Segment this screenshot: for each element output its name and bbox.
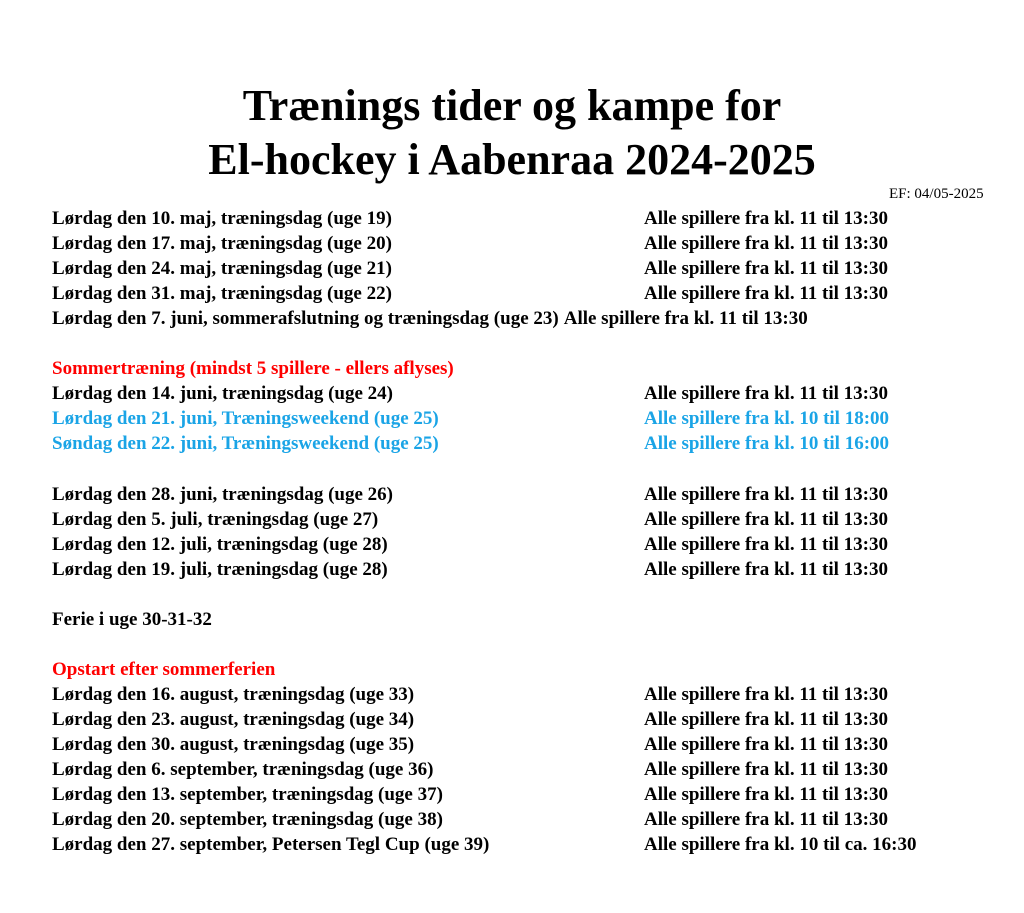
page-title-line-1: Trænings tider og kampe for	[242, 81, 782, 130]
schedule-date: Lørdag den 19. juli, træningsdag (uge 28)	[52, 559, 388, 580]
schedule-row	[52, 707, 888, 732]
schedule-row	[52, 281, 888, 306]
schedule-time: Alle spillere fra kl. 11 til 13:30	[644, 559, 888, 580]
schedule-date: Lørdag den 10. maj, træningsdag (uge 19)	[52, 208, 392, 229]
schedule-date: Lørdag den 14. juni, træningsdag (uge 24)	[52, 383, 393, 404]
schedule-row	[52, 306, 808, 331]
section-heading-restart: Opstart efter sommerferien	[52, 659, 276, 680]
schedule-row	[52, 482, 888, 507]
schedule-row-weekend	[52, 431, 890, 456]
schedule-time: Alle spillere fra kl. 11 til 13:30	[644, 484, 888, 505]
schedule-row	[52, 732, 888, 757]
schedule-date: Lørdag den 7. juni, sommerafslutning og træningsdag (uge 23)	[52, 308, 559, 329]
schedule-time: Alle spillere fra kl. 11 til 13:30	[644, 208, 888, 229]
schedule-row	[52, 682, 888, 707]
schedule-time: Alle spillere fra kl. 11 til 13:30	[644, 233, 888, 254]
page-title-line-2: El-hockey i Aabenraa 2024-2025	[208, 135, 816, 184]
schedule-time: Alle spillere fra kl. 11 til 13:30	[644, 734, 888, 755]
schedule-time: Alle spillere fra kl. 11 til 13:30	[644, 759, 888, 780]
schedule-time: Alle spillere fra kl. 10 til 18:00	[644, 408, 890, 429]
schedule-row	[52, 832, 917, 857]
schedule-row	[52, 557, 888, 582]
schedule-time: Alle spillere fra kl. 11 til 13:30	[644, 709, 888, 730]
schedule-time: Alle spillere fra kl. 11 til 13:30	[644, 684, 888, 705]
schedule-row-weekend	[52, 406, 890, 431]
schedule-row	[52, 381, 888, 406]
schedule-date: Lørdag den 20. september, træningsdag (uge 38)	[52, 809, 443, 830]
schedule-row	[52, 807, 888, 832]
schedule-row	[52, 206, 888, 231]
schedule-time: Alle spillere fra kl. 11 til 13:30	[644, 258, 888, 279]
schedule-date: Søndag den 22. juni, Træningsweekend (uge 25)	[52, 433, 439, 454]
schedule-row	[52, 532, 888, 557]
schedule-time: Alle spillere fra kl. 11 til 13:30	[644, 534, 888, 555]
schedule-time: Alle spillere fra kl. 11 til 13:30	[644, 784, 888, 805]
schedule-date: Lørdag den 5. juli, træningsdag (uge 27)	[52, 509, 379, 530]
schedule-date: Lørdag den 17. maj, træningsdag (uge 20)	[52, 233, 392, 254]
schedule-date: Lørdag den 13. september, træningsdag (uge 37)	[52, 784, 443, 805]
schedule-date: Lørdag den 23. august, træningsdag (uge 34)	[52, 709, 415, 730]
schedule-row	[52, 231, 888, 256]
schedule-date: Lørdag den 31. maj, træningsdag (uge 22)	[52, 283, 392, 304]
schedule-time: Alle spillere fra kl. 10 til 16:00	[644, 433, 890, 454]
schedule-time: Alle spillere fra kl. 10 til ca. 16:30	[644, 834, 917, 855]
schedule-time: Alle spillere fra kl. 11 til 13:30	[644, 809, 888, 830]
schedule-time: Alle spillere fra kl. 11 til 13:30	[644, 283, 888, 304]
holiday-note: Ferie i uge 30-31-32	[52, 609, 212, 630]
schedule-date: Lørdag den 16. august, træningsdag (uge 33)	[52, 684, 415, 705]
schedule-time: Alle spillere fra kl. 11 til 13:30	[644, 383, 888, 404]
schedule-date: Lørdag den 27. september, Petersen Tegl Cup (uge 39)	[52, 834, 490, 855]
schedule-date: Lørdag den 30. august, træningsdag (uge 35)	[52, 734, 415, 755]
schedule-time: Alle spillere fra kl. 11 til 13:30	[644, 509, 888, 530]
schedule-date: Lørdag den 24. maj, træningsdag (uge 21)	[52, 258, 392, 279]
schedule-time: Alle spillere fra kl. 11 til 13:30	[563, 308, 808, 329]
schedule-date: Lørdag den 12. juli, træningsdag (uge 28)	[52, 534, 388, 555]
schedule-row	[52, 782, 888, 807]
schedule-row	[52, 507, 888, 532]
schedule-date: Lørdag den 21. juni, Træningsweekend (uge 25)	[52, 408, 439, 429]
schedule-date: Lørdag den 28. juni, træningsdag (uge 26)	[52, 484, 393, 505]
edit-date-note: EF: 04/05-2025	[889, 186, 984, 202]
section-heading-summer: Sommertræning (mindst 5 spillere - ellers aflyses)	[52, 358, 454, 379]
schedule-row	[52, 757, 888, 782]
schedule-date: Lørdag den 6. september, træningsdag (uge 36)	[52, 759, 434, 780]
schedule-row	[52, 256, 888, 281]
